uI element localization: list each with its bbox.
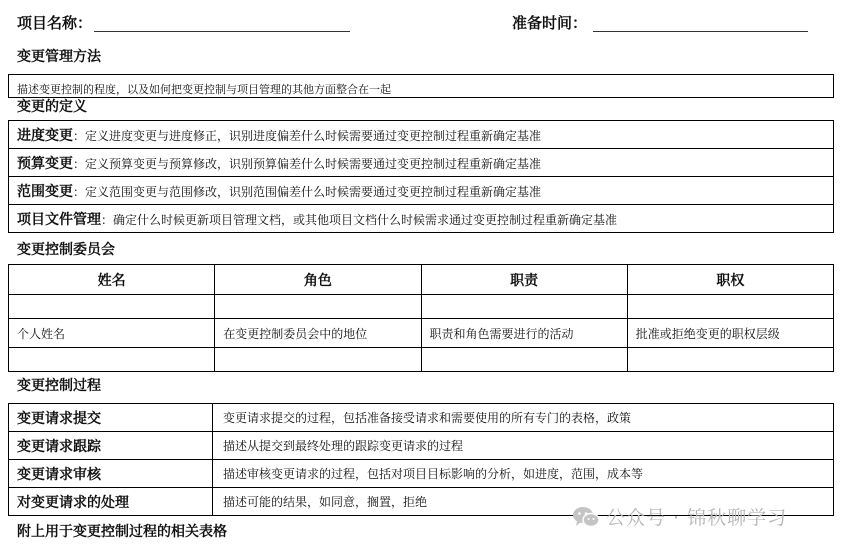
process-term: 对变更请求的处理 [9, 488, 213, 516]
definition-term: 进度变更 [17, 127, 73, 144]
table-cell[interactable] [627, 348, 833, 372]
prep-time-field[interactable] [593, 31, 808, 32]
definition-text: ：定义预算变更与预算修改，识别预算偏差什么时候需要通过变更控制过程重新确定基准 [73, 156, 542, 171]
table-cell[interactable]: 在变更控制委员会中的地位 [215, 319, 421, 348]
ccb-table [8, 264, 834, 372]
process-title: 变更控制过程 [17, 378, 101, 394]
process-row [9, 404, 834, 432]
watermark [572, 503, 787, 530]
definition-term: 预算变更 [17, 155, 73, 172]
table-cell[interactable]: 批准或拒绝变更的职权层级 [627, 319, 833, 348]
ccb-header-duty: 职责 [421, 265, 627, 295]
attachments-title: 附上用于变更控制过程的相关表格 [17, 524, 227, 540]
definition-text: ：定义进度变更与进度修正，识别进度偏差什么时候需要通过变更控制过程重新确定基准 [73, 128, 542, 143]
process-description: 变更请求提交的过程，包括准备接受请求和需要使用的所有专门的表格，政策 [213, 404, 834, 432]
definition-row [9, 205, 834, 233]
prep-time-label: 准备时间： [512, 14, 588, 32]
ccb-header-name: 姓名 [9, 265, 215, 295]
table-cell[interactable] [421, 295, 627, 319]
table-cell[interactable] [421, 348, 627, 372]
ccb-header-authority: 职权 [627, 265, 833, 295]
process-term: 变更请求审核 [9, 460, 213, 488]
definition-text: ：确定什么时候更新项目管理文档，或其他项目文档什么时候需求通过变更控制过程重新确定基准 [101, 212, 618, 227]
table-cell[interactable]: 职责和角色需要进行的活动 [421, 319, 627, 348]
definition-term: 范围变更 [17, 183, 73, 200]
definitions-table [8, 120, 834, 233]
process-row [9, 432, 834, 460]
wechat-icon [572, 505, 600, 529]
definitions-title: 变更的定义 [17, 99, 87, 115]
definition-row [9, 177, 834, 205]
project-name-label: 项目名称： [17, 14, 93, 32]
process-description: 描述可能的结果，如同意，搁置，拒绝 [213, 488, 834, 516]
process-term: 变更请求跟踪 [9, 432, 213, 460]
table-row [9, 319, 834, 348]
management-method-description: 描述变更控制的程度，以及如何把变更控制与项目管理的其他方面整合在一起 [8, 74, 834, 98]
definition-term: 项目文件管理 [17, 211, 101, 228]
table-cell[interactable] [627, 295, 833, 319]
process-row [9, 460, 834, 488]
definition-text: ：定义范围变更与范围修改，识别范围偏差什么时候需要通过变更控制过程重新确定基准 [73, 184, 542, 199]
table-cell[interactable]: 个人姓名 [9, 319, 215, 348]
definition-row [9, 121, 834, 149]
process-term: 变更请求提交 [9, 404, 213, 432]
ccb-title: 变更控制委员会 [17, 242, 115, 258]
watermark-text: 公众号 · 锦秋聊学习 [606, 507, 788, 529]
ccb-header-role: 角色 [215, 265, 421, 295]
table-row [9, 295, 834, 319]
management-method-title: 变更管理方法 [17, 49, 101, 65]
project-name-field[interactable] [94, 31, 350, 32]
definition-row [9, 149, 834, 177]
table-cell[interactable] [9, 295, 215, 319]
process-table [8, 403, 834, 516]
table-cell[interactable] [9, 348, 215, 372]
process-description: 描述审核变更请求的过程，包括对项目目标影响的分析，如进度，范围，成本等 [213, 460, 834, 488]
table-cell[interactable] [215, 348, 421, 372]
process-description: 描述从提交到最终处理的跟踪变更请求的过程 [213, 432, 834, 460]
table-cell[interactable] [215, 295, 421, 319]
table-row [9, 348, 834, 372]
